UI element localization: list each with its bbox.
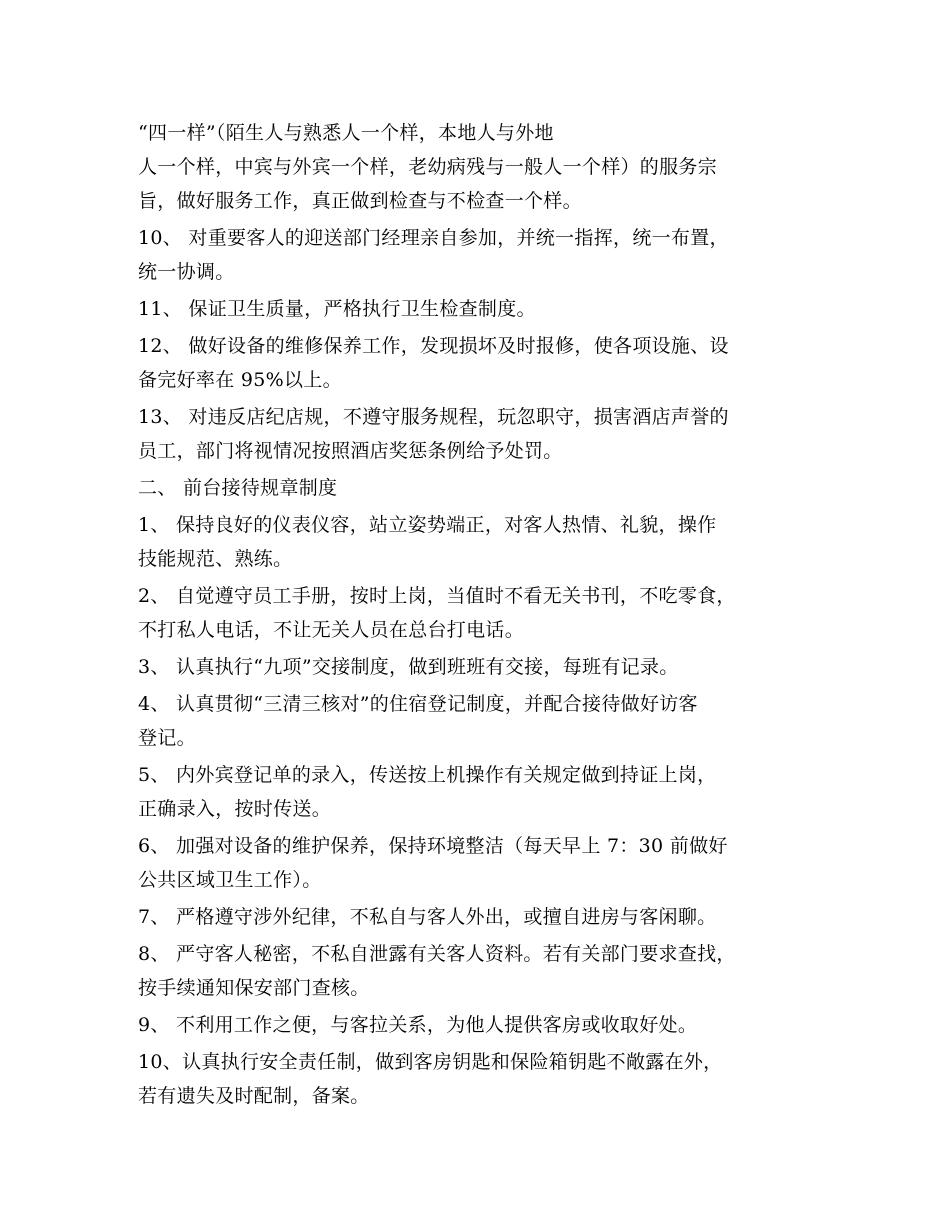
text-line: 4、 认真贯彻“三清三核对”的住宿登记制度，并配合接待做好访客	[138, 693, 698, 715]
text-line: 10、认真执行安全责任制，做到客房钥匙和保险箱钥匙不敞露在外，	[138, 1051, 723, 1073]
text-line: “四一样”（陌生人与熟悉人一个样，本地人与外地	[138, 122, 554, 144]
text-line: 13、 对违反店纪店规，不遵守服务规程，玩忽职守，损害酒店声誉的	[138, 406, 729, 428]
text-line: 不打私人电话，不让无关人员在总台打电话。	[138, 619, 525, 641]
text-line: 按手续通知保安部门查核。	[138, 977, 370, 999]
text-line: 登记。	[138, 727, 196, 749]
text-line: 旨，做好服务工作，真正做到检查与不检查一个样。	[138, 190, 582, 212]
text-line: 9、 不利用工作之便，与客拉关系，为他人提供客房或收取好处。	[138, 1014, 698, 1036]
text-line: 技能规范、熟练。	[138, 548, 293, 570]
text-line: 公共区域卫生工作）。	[138, 869, 322, 891]
text-line: 人一个样，中宾与外宾一个样，老幼病残与一般人一个样）的服务宗	[138, 156, 718, 178]
text-line: 5、 内外宾登记单的录入，传送按上机操作有关规定做到持证上岗，	[138, 764, 717, 786]
text-line: 12、 做好设备的维修保养工作，发现损坏及时报修，使各项设施、设	[138, 335, 729, 357]
text-line: 10、 对重要客人的迎送部门经理亲自参加，并统一指挥，统一布置，	[138, 227, 729, 249]
text-line: 正确录入，按时传送。	[138, 798, 332, 820]
text-line: 统一协调。	[138, 261, 235, 283]
text-line: 7、 严格遵守涉外纪律，不私自与客人外出，或擅自进房与客闲聊。	[138, 906, 717, 928]
text-line: 备完好率在 95%以上。	[138, 369, 342, 391]
text-line: 1、 保持良好的仪表仪容，站立姿势端正，对客人热情、礼貌，操作	[138, 514, 717, 536]
text-line: 员工，部门将视情况按照酒店奖惩条例给予处罚。	[138, 440, 563, 462]
text-line: 若有遗失及时配制，备案。	[138, 1085, 370, 1107]
text-line: 8、 严守客人秘密，不私自泄露有关客人资料。若有关部门要求查找，	[138, 943, 736, 965]
text-line: 3、 认真执行“九项”交接制度，做到班班有交接，每班有记录。	[138, 656, 679, 678]
section-heading: 二、 前台接待规章制度	[138, 477, 338, 499]
text-line: 2、 自觉遵守员工手册，按时上岗，当值时不看无关书刊，不吃零食，	[138, 585, 736, 607]
text-line: 11、 保证卫生质量，严格执行卫生检查制度。	[138, 298, 536, 320]
text-line: 6、 加强对设备的维护保养，保持环境整洁（每天早上 7：30 前做好	[138, 835, 728, 857]
